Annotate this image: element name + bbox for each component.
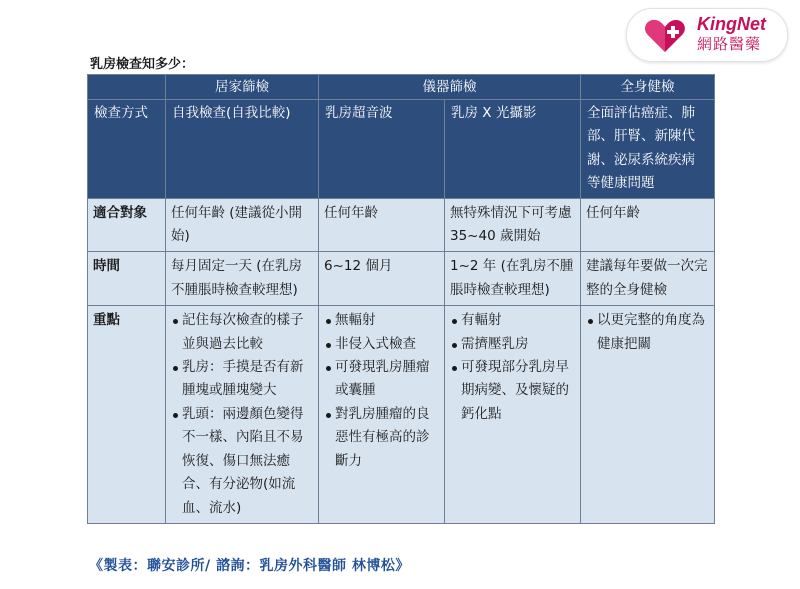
header-full-checkup: 全身健檢 [581,75,715,100]
methods-row [88,100,715,199]
list-item: 乳頭：兩邊顏色變得不一樣、內陷且不易恢復、傷口無法癒合、有分泌物(如流血、流水) [182,403,313,520]
table-cell: 建議每年要做一次完整的全身健檢 [581,252,715,306]
header-instrument-screening: 儀器篩檢 [319,75,581,100]
method-mammography: 乳房 X 光攝影 [445,100,581,199]
header-home-screening: 居家篩檢 [166,75,319,100]
key-points-row [88,306,715,524]
list-item: 乳房：手摸是否有新腫塊或腫塊變大 [182,356,313,403]
list-item: 對乳房腫瘤的良惡性有極高的診斷力 [335,403,439,473]
row-label-methods: 檢查方式 [88,100,166,199]
frequency-row [88,252,715,306]
points-cell-self-exam [166,306,319,524]
list-item: 記住每次檢查的樣子並與過去比較 [182,309,313,356]
list-item: 無輻射 [335,309,439,332]
method-self-exam: 自我檢查(自我比較) [166,100,319,199]
target-row [88,198,715,252]
kingnet-logo [626,8,788,62]
heart-cross-icon [643,18,687,54]
list-item: 需擠壓乳房 [461,333,575,356]
method-full-checkup: 全面評估癌症、肺部、肝腎、新陳代謝、泌尿系統疾病等健康問題 [581,100,715,199]
table-cell: 1~2 年 (在乳房不腫脹時檢查較理想) [445,252,581,306]
points-cell-ultrasound [319,306,445,524]
table-cell: 任何年齡 (建議從小開始) [166,198,319,252]
table-cell: 任何年齡 [319,198,445,252]
row-label-target: 適合對象 [88,198,166,252]
page-title: 乳房檢查知多少： [90,57,195,72]
table-cell: 無特殊情況下可考慮 35~40 歲開始 [445,198,581,252]
table-cell: 每月固定一天 (在乳房不腫脹時檢查較理想) [166,252,319,306]
breast-exam-table [87,74,715,524]
header-corner [88,75,166,100]
list-item: 有輻射 [461,309,575,332]
brand-name-zh: 網路醫藥 [697,35,762,53]
points-cell-full-checkup [581,306,715,524]
table-cell: 任何年齡 [581,198,715,252]
header-row [88,75,715,100]
table-cell: 6~12 個月 [319,252,445,306]
source-credit: 《製表：聯安診所/ 諮詢：乳房外科醫師 林博松》 [89,558,410,574]
list-item: 可發現乳房腫瘤或囊腫 [335,356,439,403]
method-ultrasound: 乳房超音波 [319,100,445,199]
row-label-key-points: 重點 [88,306,166,524]
list-item: 可發現部分乳房早期病變、及懷疑的鈣化點 [461,356,575,426]
row-label-frequency: 時間 [88,252,166,306]
brand-name-en: KingNet [697,14,766,34]
points-cell-mammography [445,306,581,524]
list-item: 以更完整的角度為健康把關 [597,309,709,356]
list-item: 非侵入式檢查 [335,333,439,356]
